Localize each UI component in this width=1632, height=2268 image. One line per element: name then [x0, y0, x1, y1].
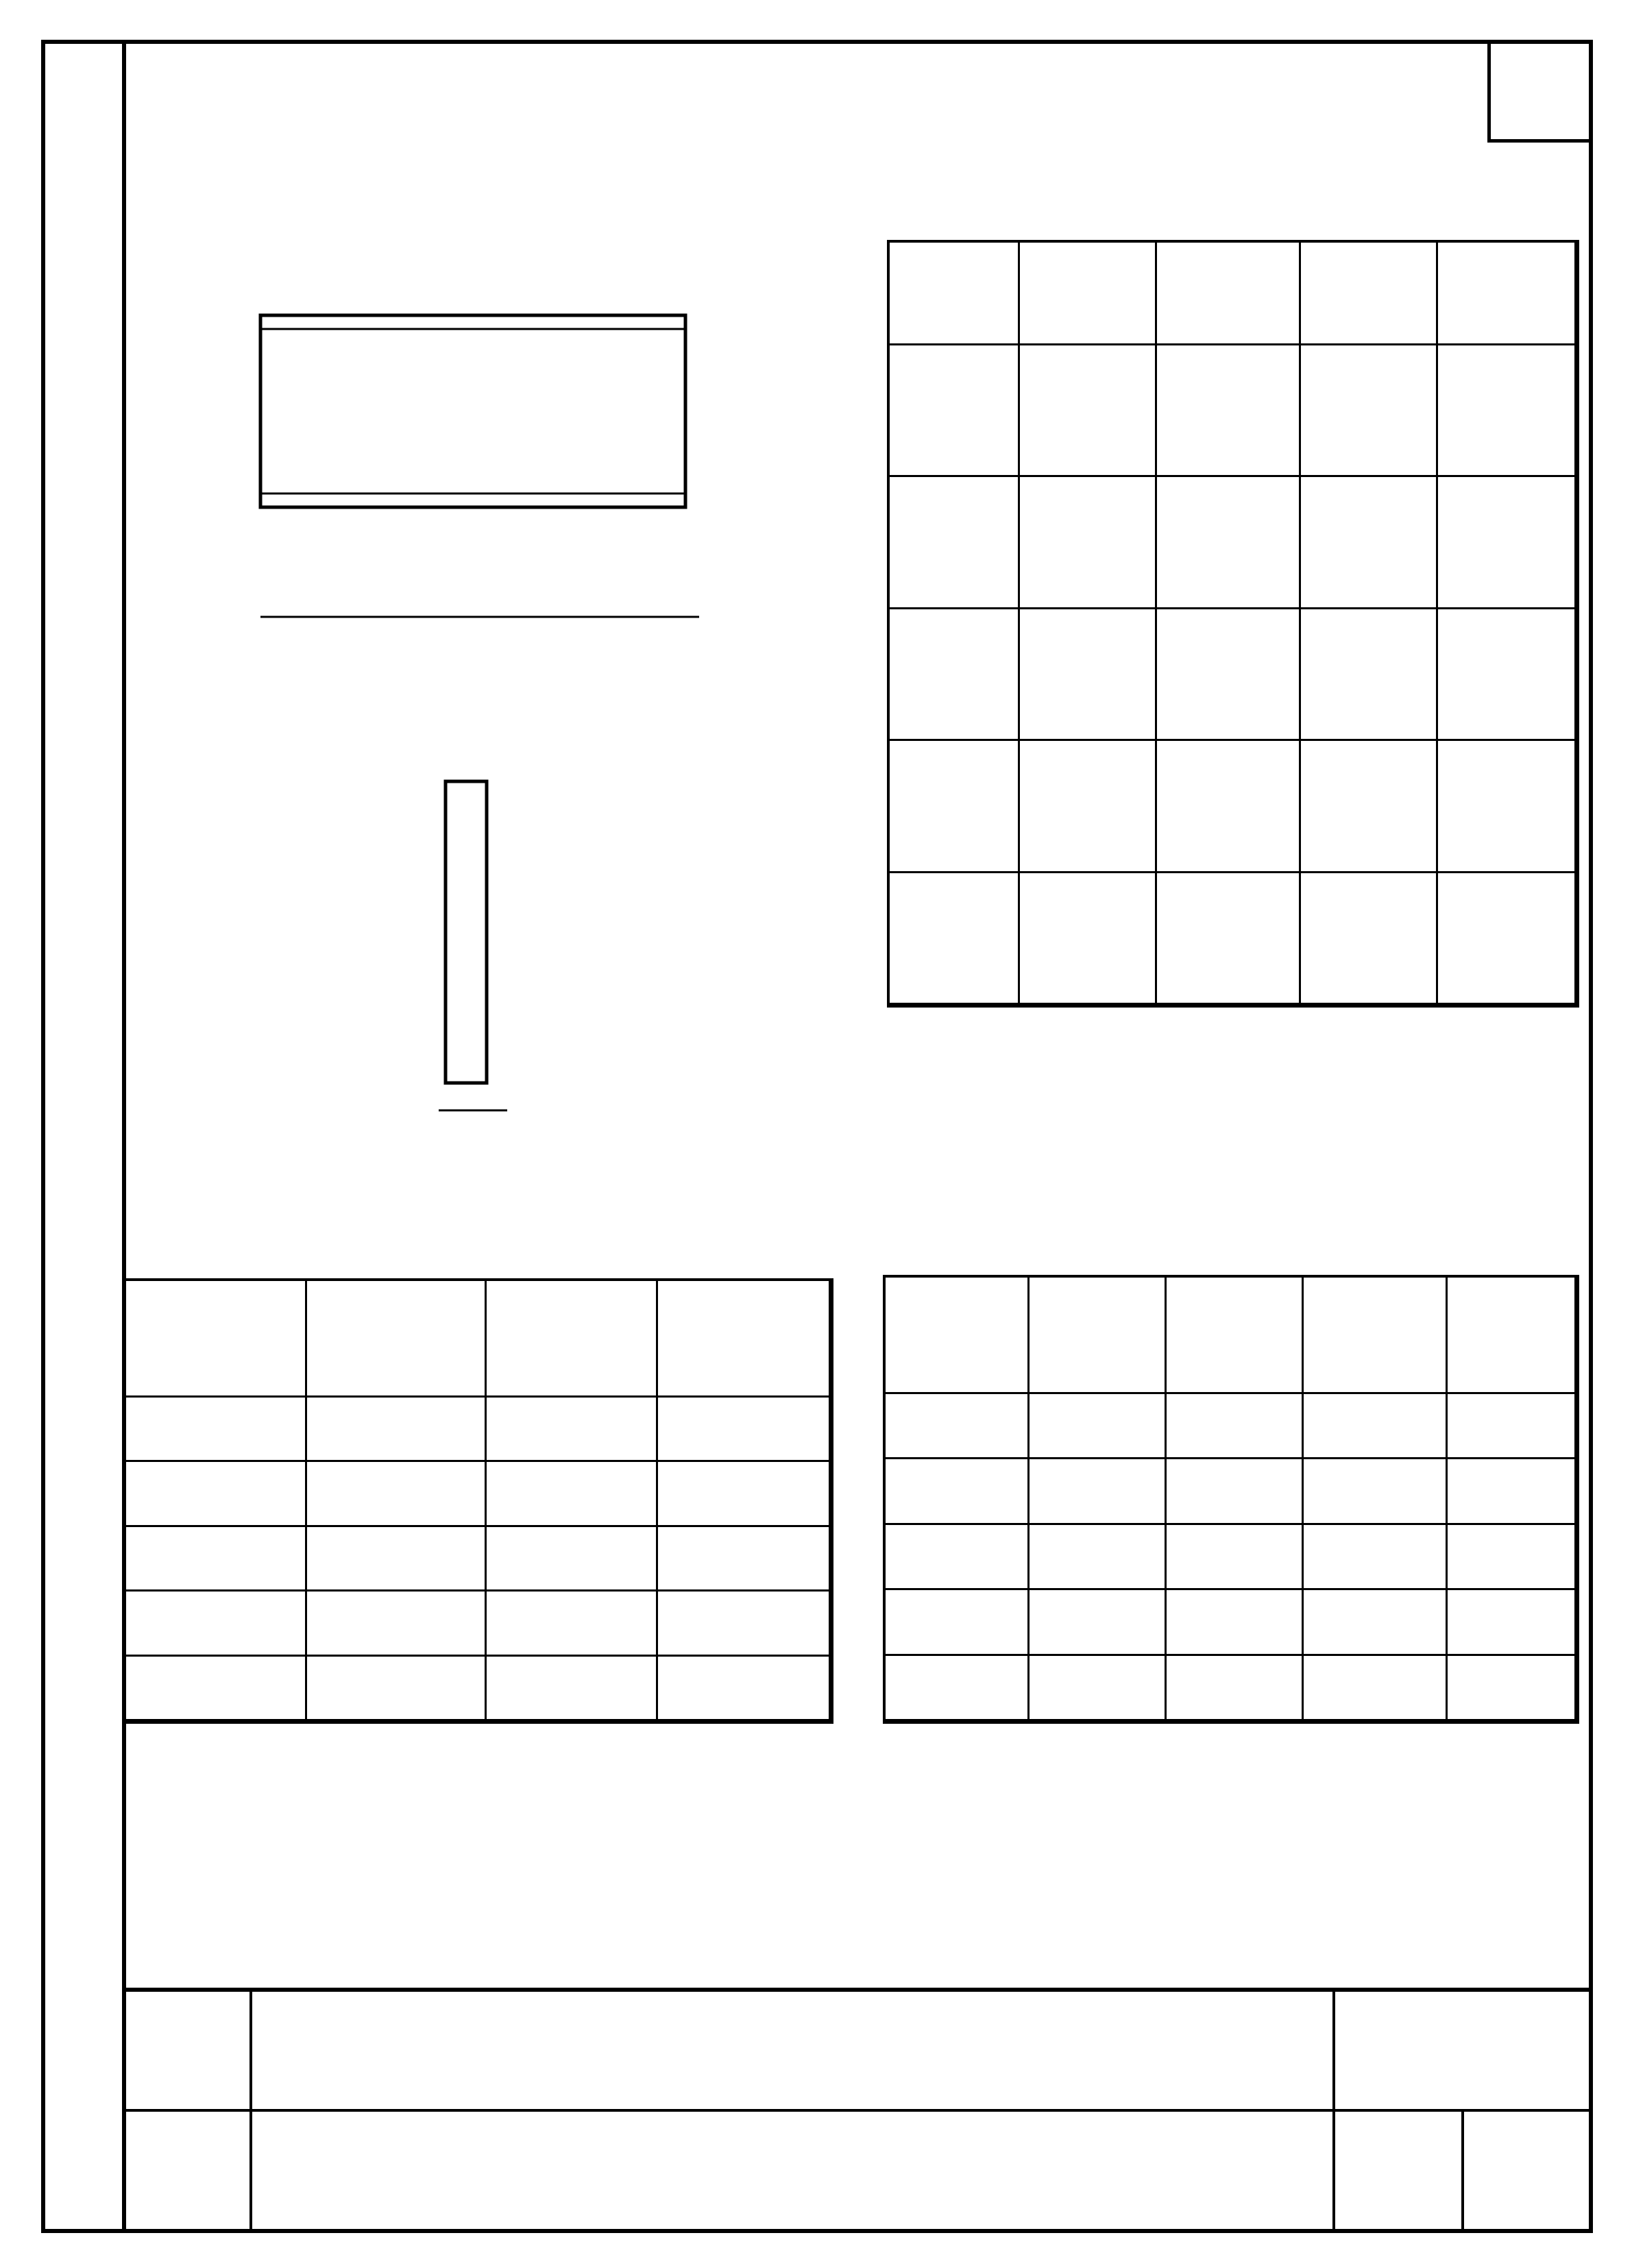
title-block-code-cell	[122, 1991, 252, 2112]
title-block-name-cell	[252, 1991, 1335, 2112]
title-block-series-cell	[1335, 1991, 1593, 2112]
signature-strip	[41, 40, 123, 2233]
title-block-issue-cell	[1335, 2112, 1464, 2233]
product-indicators-table	[883, 1275, 1579, 1724]
reinforcement-table	[887, 240, 1579, 1008]
title-block-sheet-cell	[1464, 2112, 1593, 2233]
page-number-box	[1487, 40, 1593, 143]
embedded-elements-table	[122, 1278, 833, 1724]
title-block-year-cell	[122, 2112, 252, 2233]
title-block-drawing-name-cell	[252, 2112, 1335, 2233]
plan-view-drawing	[206, 206, 891, 685]
section-view-drawing	[219, 720, 836, 1145]
